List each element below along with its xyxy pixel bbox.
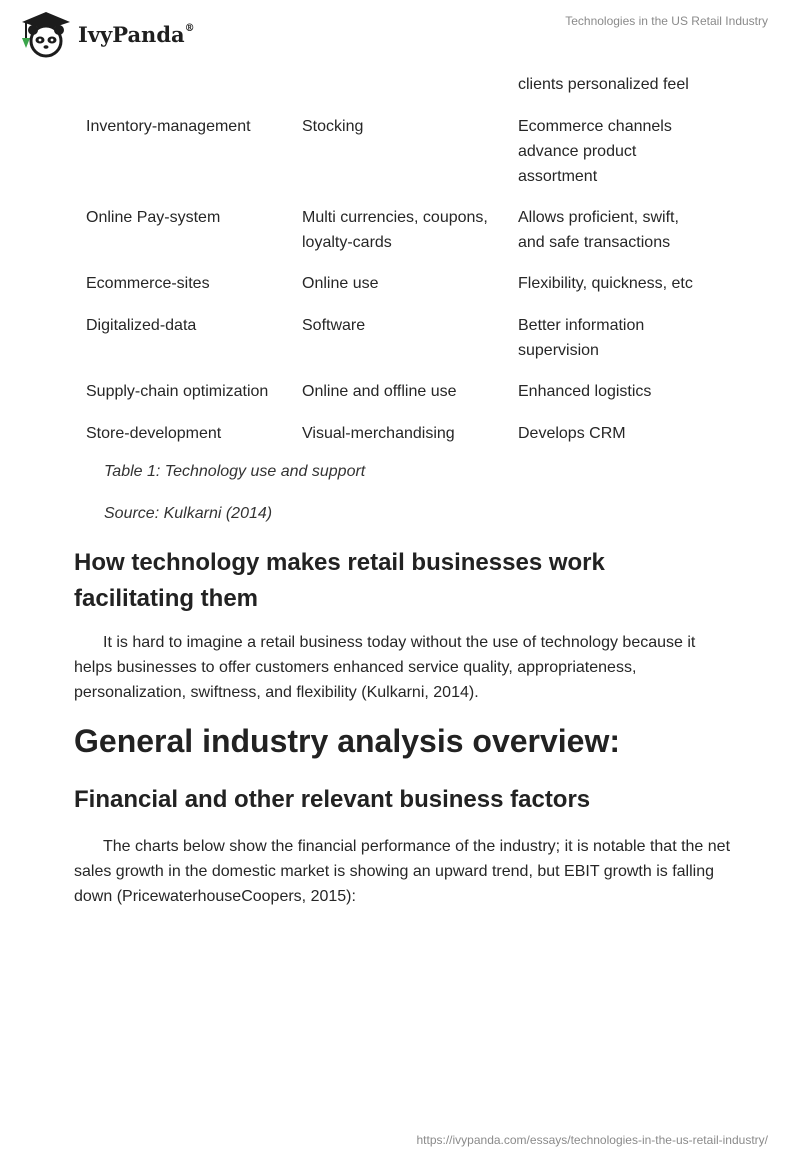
table-cell: Ecommerce-sites [86,275,210,292]
page-header [0,0,800,60]
table-cell: Better information supervision [518,317,645,359]
ivypanda-logo[interactable] [14,8,195,58]
section-heading-technology: How technology makes retail businesses work facilitating them [74,549,605,612]
table-cell: Visual-merchandising [302,425,455,442]
source-url-link[interactable]: https://ivypanda.com/essays/technologies-in-the-us-retail-industry/ [416,1133,768,1147]
table-cell: Ecommerce channels advance product assortment [518,118,672,185]
table-cell: Inventory-management [86,118,251,135]
section-heading-financial: Financial and other relevant business factors [74,786,591,813]
section-heading-general: General industry analysis overview: [74,723,621,759]
document-title: Technologies in the US Retail Industry [565,14,768,28]
table-cell: Online use [302,275,379,292]
table-cell: Online and offline use [302,383,457,400]
table-cell: clients personalized feel [518,76,689,93]
logo-wordmark: IvyPanda® [78,21,195,47]
paragraph-financial: The charts below show the financial performance of the industry; it is notable that the net sales growth in the domestic market is showing an upward trend, but EBIT growth is falling down (PricewaterhouseCoopers, 2015): [74,838,731,905]
panda-graduate-logo-icon [14,8,76,58]
table-caption: Table 1: Technology use and support [104,463,366,480]
paragraph-technology: It is hard to imagine a retail business today without the use of technology because it helps businesses to offer customers enhanced service quality, appropriateness, personalization, swiftness, and flexibility (Kulkarni, 2014). [74,634,696,701]
table-cell: Store-development [86,425,222,442]
table-cell: Stocking [302,118,364,135]
table-cell: Develops CRM [518,425,626,442]
table-cell: Online Pay-system [86,209,221,226]
table-cell: Digitalized-data [86,317,197,334]
table-cell: Enhanced logistics [518,383,652,400]
table-source: Source: Kulkarni (2014) [104,505,273,522]
table-cell: Multi currencies, coupons, loyalty-cards [302,209,488,251]
table-cell: Software [302,317,366,334]
table-cell: Supply-chain optimization [86,383,269,400]
table-cell: Allows proficient, swift, and safe transactions [518,209,679,251]
table-cell: Flexibility, quickness, etc [518,275,693,292]
